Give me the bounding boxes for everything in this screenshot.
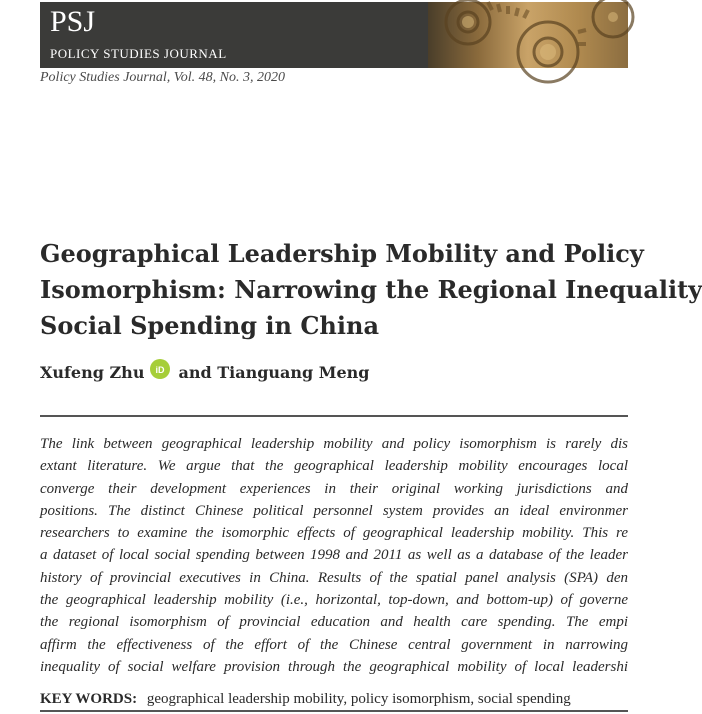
abstract-line: converge their development experiences in their original working jurisdictions and (40, 480, 628, 497)
author-list (40, 362, 369, 384)
journal-citation: Policy Studies Journal, Vol. 48, No. 3, 2020 (40, 70, 285, 85)
article-title (40, 236, 702, 344)
journal-logo: PSJ (50, 5, 96, 38)
title-line: Social Spending in China (40, 311, 379, 340)
abstract-line: researchers to examine the isomorphic effects of geographical leadership mobility. This re (40, 525, 628, 542)
journal-banner (40, 2, 628, 68)
title-line: Isomorphism: Narrowing the Regional Inequality (40, 275, 702, 304)
keywords (40, 691, 571, 708)
abstract-line: the geographical leadership mobility (i.e., horizontal, top-down, and bottom-up) of governe (40, 592, 628, 609)
keywords-label: KEY WORDS: (40, 691, 138, 707)
author-name: Xufeng Zhu (40, 363, 145, 382)
title-line: Geographical Leadership Mobility and Policy (40, 239, 644, 268)
abstract-line: positions. The distinct Chinese political personnel system provides an ideal environmer (40, 502, 628, 519)
journal-name: POLICY STUDIES JOURNAL (50, 46, 227, 61)
abstract-line: inequality of social welfare provision through the geographical mobility of local leadershi (40, 658, 628, 675)
divider (40, 415, 628, 417)
orcid-icon[interactable] (150, 359, 170, 379)
svg-text:iD: iD (155, 365, 165, 375)
abstract-line: the regional isomorphism of provincial education and health care spending. The empi (40, 614, 628, 631)
divider (40, 710, 628, 712)
abstract-line: affirm the effectiveness of the effort of the Chinese central government in narrowing (40, 636, 628, 653)
gears-image (428, 2, 628, 68)
abstract-line: The link between geographical leadership mobility and policy isomorphism is rarely dis (40, 436, 628, 452)
author-name: and Tianguang Meng (178, 363, 370, 382)
abstract-line: history of provincial executives in China. Results of the spatial panel analysis (SPA) den (40, 569, 628, 586)
abstract-line: a dataset of local social spending between 1998 and 2011 as well as a database of the leader (40, 547, 628, 564)
abstract (40, 433, 628, 678)
abstract-line: extant literature. We argue that the geographical leadership mobility encourages local (40, 458, 628, 475)
keywords-text: geographical leadership mobility, policy isomorphism, social spending (146, 691, 571, 707)
